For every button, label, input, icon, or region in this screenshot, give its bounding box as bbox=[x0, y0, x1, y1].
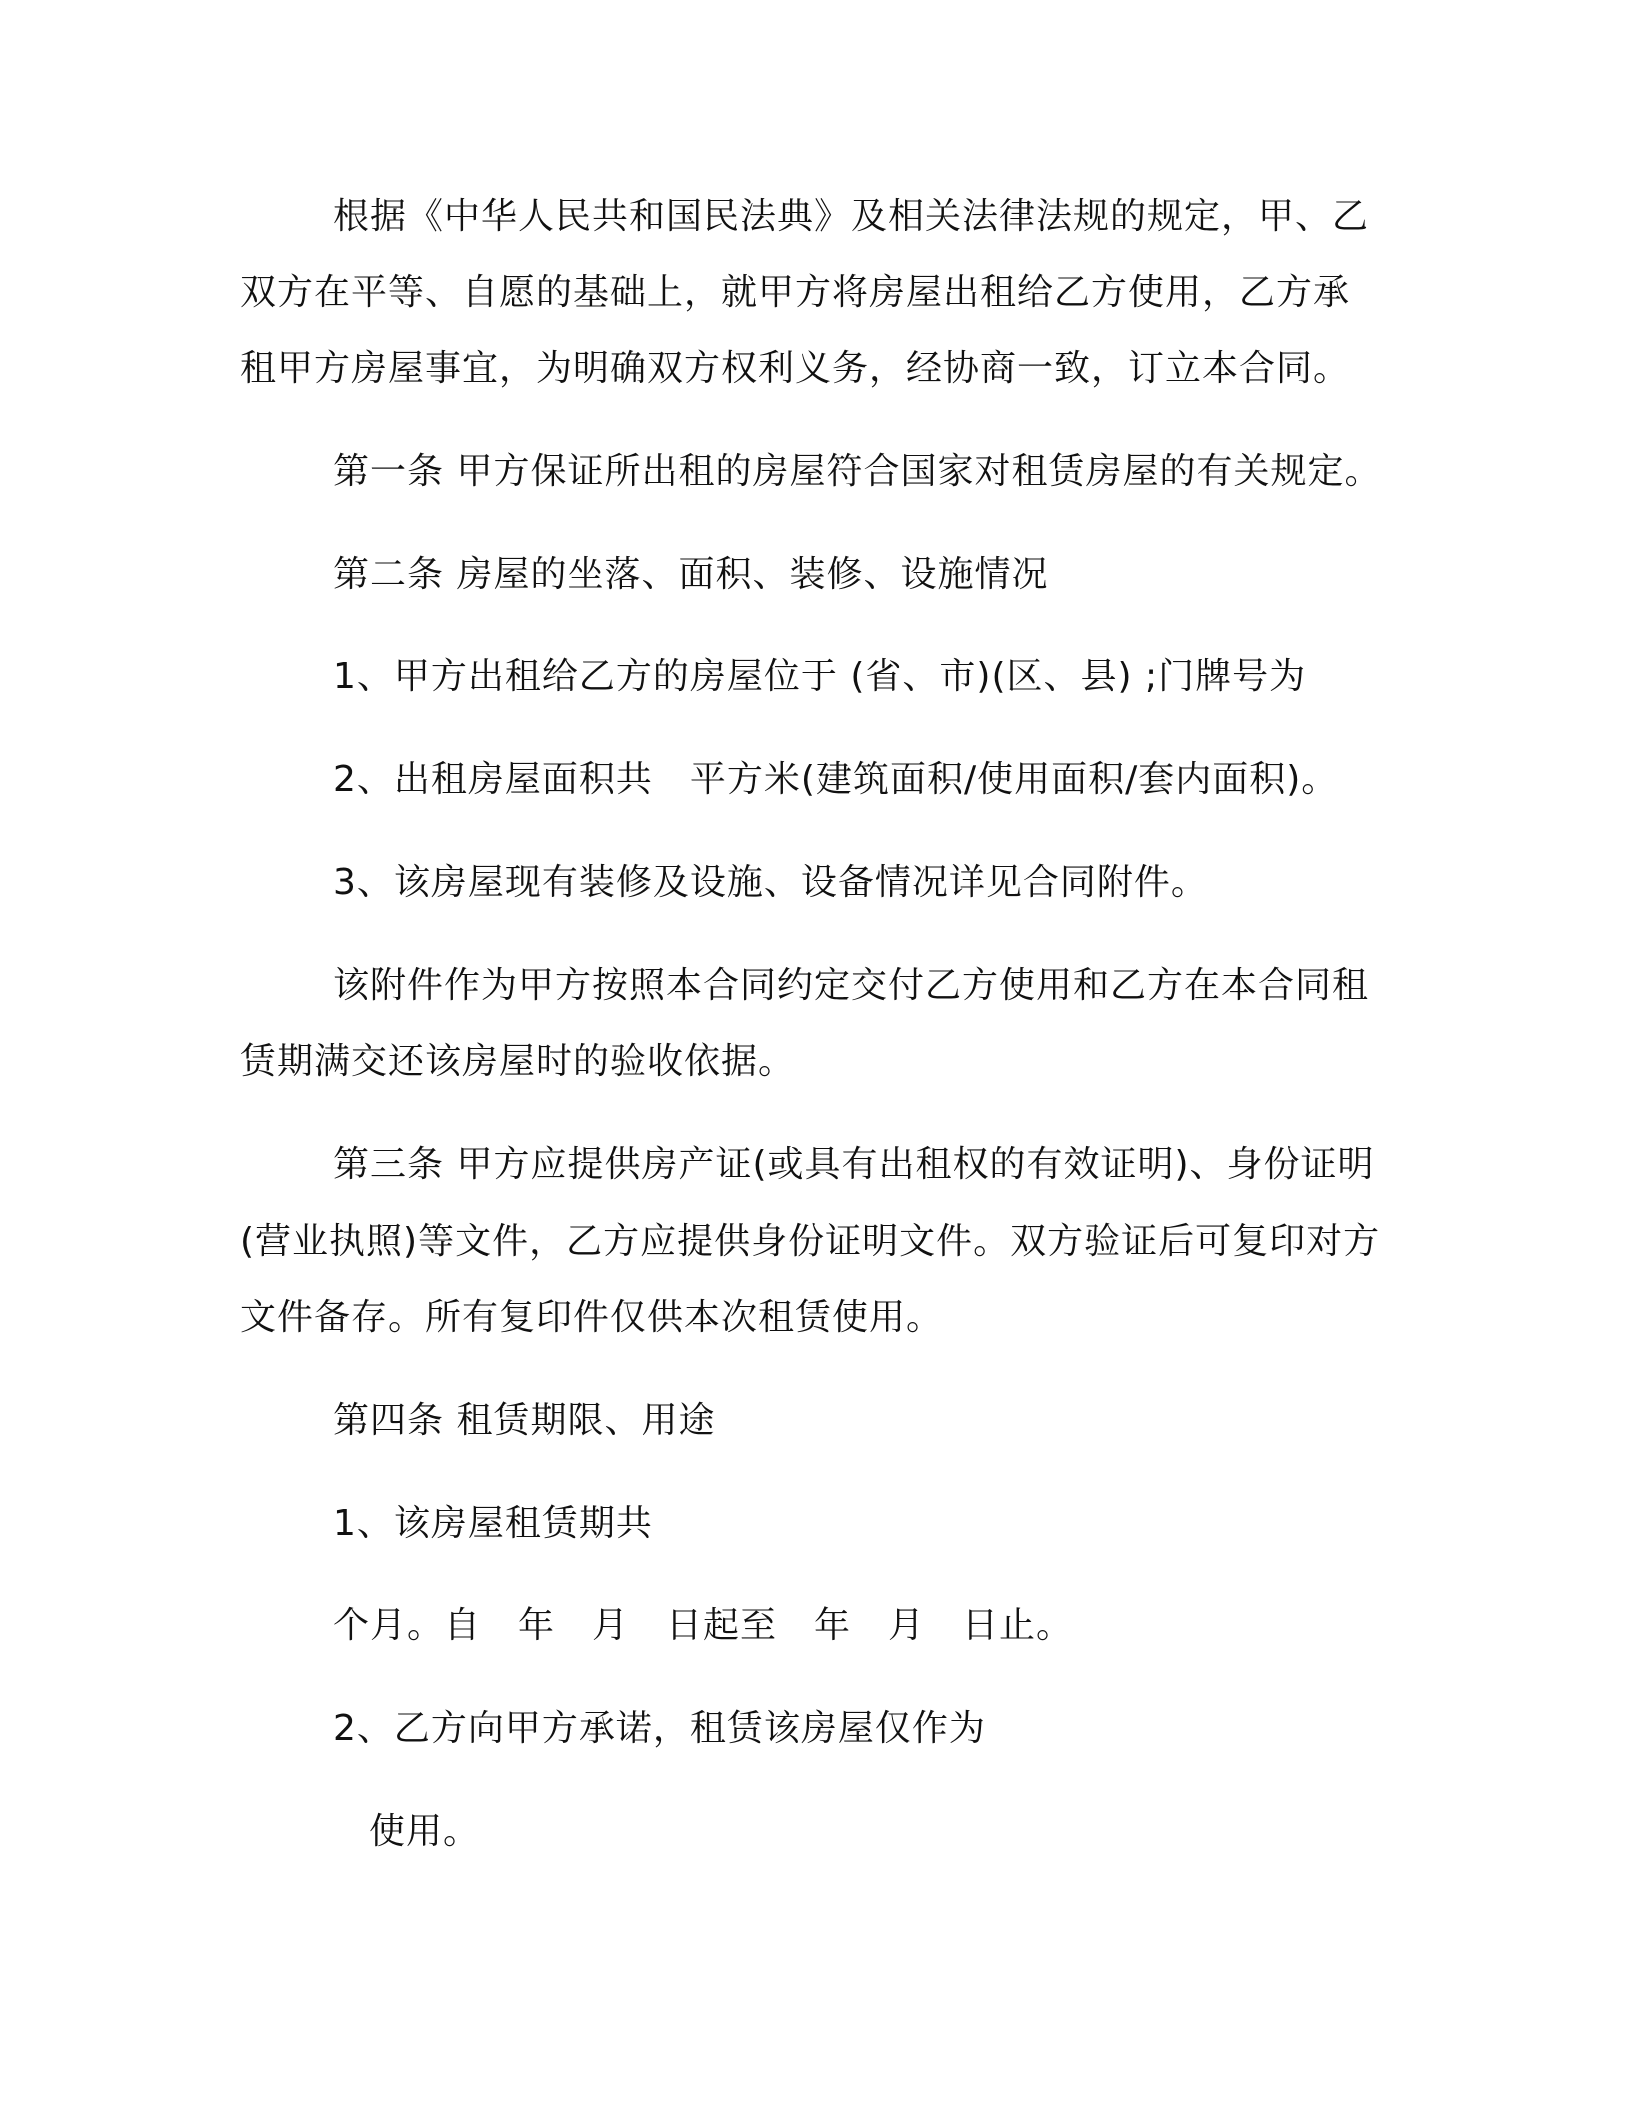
article-4-item-1: 1、该房屋租赁期共 bbox=[333, 1503, 653, 1544]
paragraph-intro-line-3: 租甲方房屋事宜，为明确双方权利义务，经协商一致，订立本合同。 bbox=[240, 348, 1351, 389]
article-3-line-3: 文件备存。所有复印件仅供本次租赁使用。 bbox=[240, 1297, 944, 1338]
article-2-item-2: 2、出租房屋面积共 平方米(建筑面积/使用面积/套内面积)。 bbox=[333, 759, 1339, 800]
article-3-line-2: (营业执照)等文件，乙方应提供身份证明文件。双方验证后可复印对方 bbox=[240, 1221, 1381, 1262]
paragraph-intro-line-2: 双方在平等、自愿的基础上，就甲方将房屋出租给乙方使用，乙方承 bbox=[240, 272, 1351, 313]
article-3-line-1: 第三条 甲方应提供房产证(或具有出租权的有效证明)、身份证明 bbox=[333, 1144, 1375, 1185]
article-2-heading: 第二条 房屋的坐落、面积、装修、设施情况 bbox=[333, 554, 1049, 595]
article-4-item-1-dates: 个月。自 年 月 日起至 年 月 日止。 bbox=[333, 1605, 1074, 1646]
article-2-item-3: 3、该房屋现有装修及设施、设备情况详见合同附件。 bbox=[333, 862, 1208, 903]
article-1: 第一条 甲方保证所出租的房屋符合国家对租赁房屋的有关规定。 bbox=[333, 451, 1382, 492]
article-4-item-2-continued: 使用。 bbox=[369, 1811, 481, 1852]
article-4-item-2: 2、乙方向甲方承诺，租赁该房屋仅作为 bbox=[333, 1708, 986, 1749]
article-2-item-1: 1、甲方出租给乙方的房屋位于 (省、市)(区、县) ;门牌号为 bbox=[333, 656, 1307, 697]
attachment-paragraph-line-2: 赁期满交还该房屋时的验收依据。 bbox=[240, 1041, 796, 1082]
article-4-heading: 第四条 租赁期限、用途 bbox=[333, 1400, 716, 1441]
attachment-paragraph-line-1: 该附件作为甲方按照本合同约定交付乙方使用和乙方在本合同租 bbox=[333, 965, 1370, 1006]
paragraph-intro-line-1: 根据《中华人民共和国民法典》及相关法律法规的规定，甲、乙 bbox=[333, 196, 1370, 237]
